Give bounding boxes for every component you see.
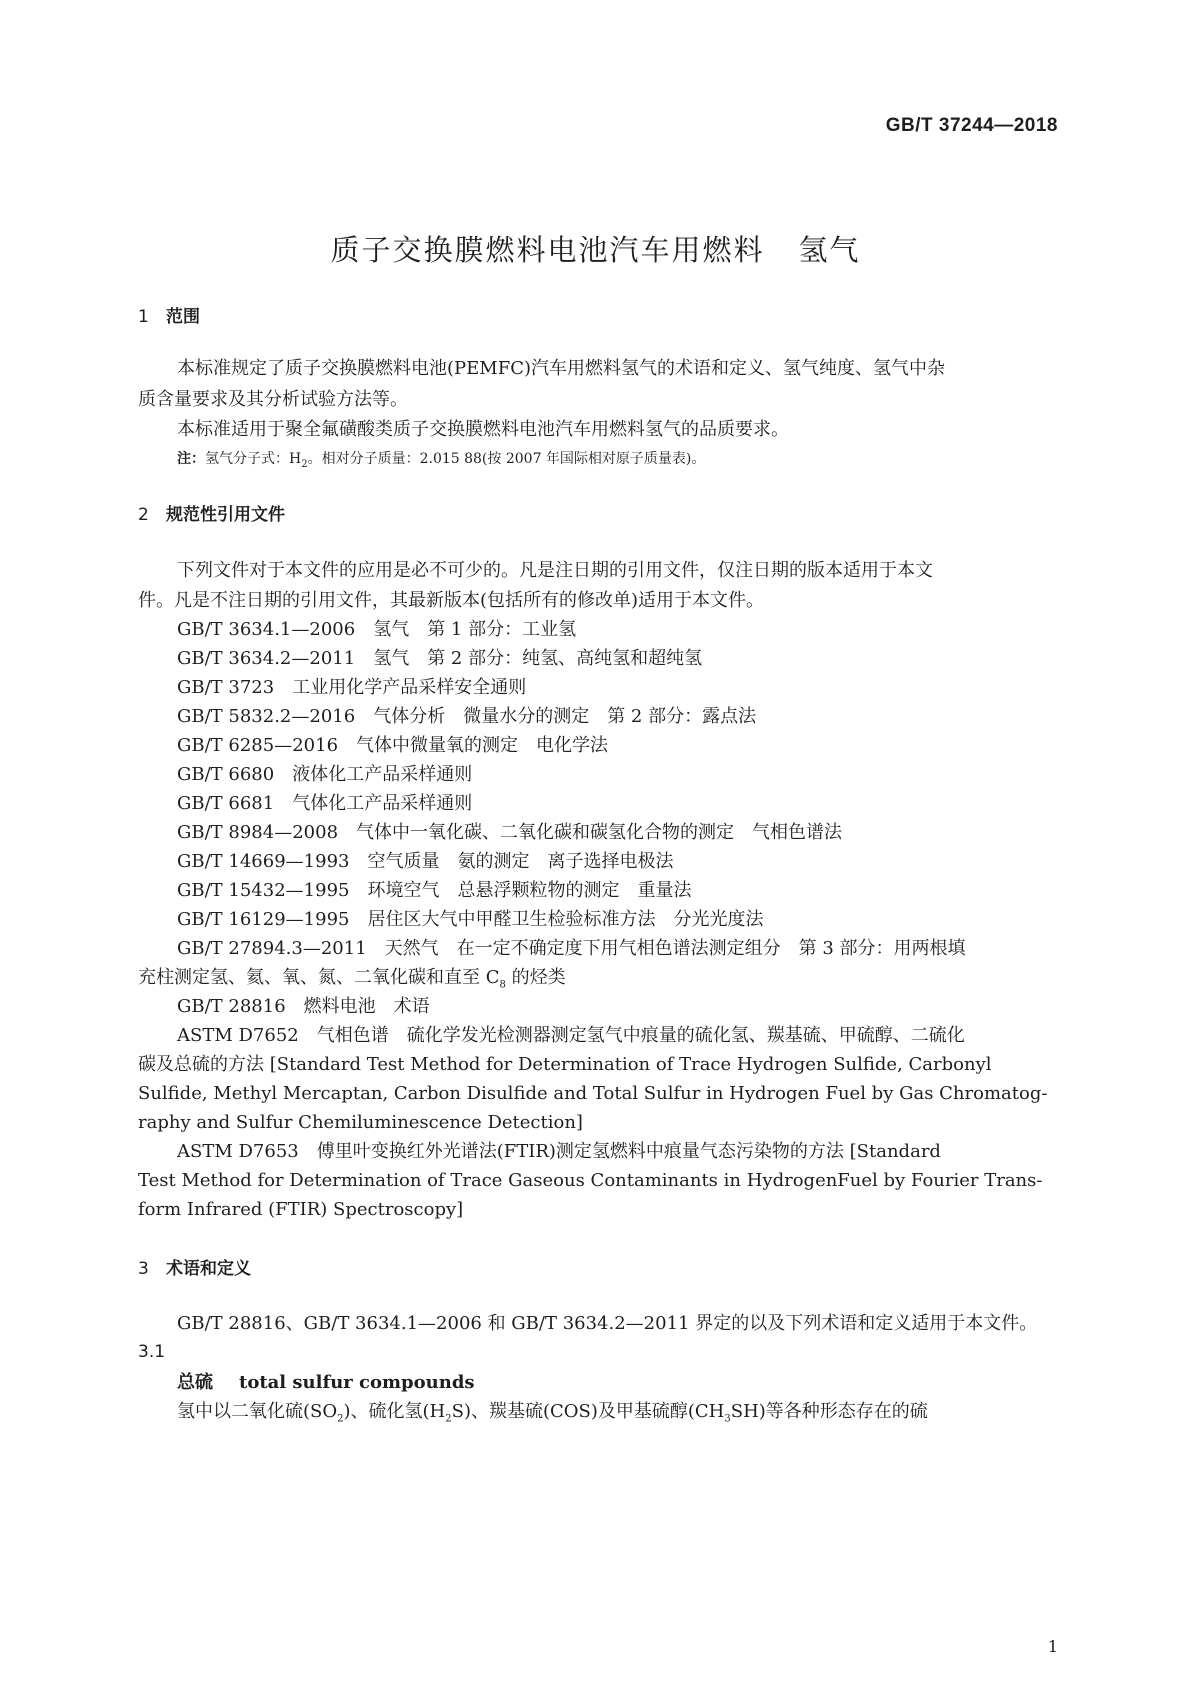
reference-item: GB/T 15432—1995 环境空气 总悬浮颗粒物的测定 重量法 <box>177 880 692 901</box>
text: 的烃类 <box>505 967 566 988</box>
clause-number: 3.1 <box>138 1342 166 1362</box>
page-number: 1 <box>1047 1637 1058 1656</box>
term-chinese: 总硫 <box>177 1372 213 1393</box>
text: 充柱测定氢、氦、氧、氮、二氧化碳和直至 C <box>138 967 500 988</box>
reference-item: ASTM D7653 傅里叶变换红外光谱法(FTIR)测定氢燃料中痕量气态污染物的方法 [Standard <box>177 1141 941 1162</box>
section-number: 3 <box>138 1259 149 1279</box>
reference-item-continued: raphy and Sulfur Chemiluminescence Detection] <box>138 1112 583 1133</box>
reference-item: GB/T 28816 燃料电池 术语 <box>177 996 430 1017</box>
paragraph-line: 件。凡是不注日期的引用文件，其最新版本(包括所有的修改单)适用于本文件。 <box>138 590 765 611</box>
note-text: 氢气分子式：H <box>205 451 302 467</box>
section-3-heading <box>138 1254 251 1279</box>
section-number: 2 <box>138 505 149 525</box>
title-main: 质子交换膜燃料电池汽车用燃料 <box>330 233 765 267</box>
paragraph-line: 下列文件对于本文件的应用是必不可少的。凡是注日期的引用文件，仅注日期的版本适用于本文 <box>177 560 933 581</box>
document-title <box>0 228 1191 269</box>
note-label: 注： <box>177 451 205 467</box>
subscript: 2 <box>301 458 308 470</box>
reference-item: ASTM D7652 气相色谱 硫化学发光检测器测定氢气中痕量的硫化氢、羰基硫、甲硫醇、二硫化 <box>177 1025 965 1046</box>
section-1-heading <box>138 302 200 327</box>
reference-item: GB/T 6680 液体化工产品采样通则 <box>177 764 473 785</box>
note <box>177 448 705 470</box>
text: SH)等各种形态存在的硫 <box>730 1401 928 1422</box>
reference-item-continued: Sulfide, Methyl Mercaptan, Carbon Disulfide and Total Sulfur in Hydrogen Fuel by Gas Chromatog- <box>138 1083 1048 1104</box>
paragraph-line: 本标准规定了质子交换膜燃料电池(PEMFC)汽车用燃料氢气的术语和定义、氢气纯度、氢气中杂 <box>177 358 945 379</box>
subscript: 3 <box>724 1413 731 1425</box>
subscript: 2 <box>445 1413 452 1425</box>
title-sub: 氢气 <box>798 233 861 267</box>
section-title: 规范性引用文件 <box>166 505 285 525</box>
reference-item-continued: 碳及总硫的方法 [Standard Test Method for Determination of Trace Hydrogen Sulfide, Carbonyl <box>138 1054 992 1075</box>
standard-code: GB/T 37244—2018 <box>885 115 1058 136</box>
reference-item: GB/T 3723 工业用化学产品采样安全通则 <box>177 677 527 698</box>
subscript: 8 <box>499 979 506 991</box>
paragraph-line: 质含量要求及其分析试验方法等。 <box>138 389 408 410</box>
paragraph-line: GB/T 28816、GB/T 3634.1—2006 和 GB/T 3634.2—2011 界定的以及下列术语和定义适用于本文件。 <box>177 1313 1038 1334</box>
reference-item: GB/T 5832.2—2016 气体分析 微量水分的测定 第 2 部分：露点法 <box>177 706 757 727</box>
reference-item: GB/T 3634.2—2011 氢气 第 2 部分：纯氢、高纯氢和超纯氢 <box>177 648 703 669</box>
reference-item: GB/T 16129—1995 居住区大气中甲醛卫生检验标准方法 分光光度法 <box>177 909 764 930</box>
text: 氢中以二氧化硫(SO <box>177 1401 338 1422</box>
section-title: 范围 <box>166 307 200 327</box>
reference-item-continued: Test Method for Determination of Trace Gaseous Contaminants in HydrogenFuel by Fourier Trans- <box>138 1170 1043 1191</box>
note-text: 。相对分子质量：2.015 88(按 2007 年国际相对原子质量表)。 <box>307 451 706 467</box>
section-2-heading <box>138 500 285 525</box>
term-english: total sulfur compounds <box>239 1372 475 1393</box>
text: S)、羰基硫(COS)及甲基硫醇(CH <box>451 1401 725 1422</box>
reference-item: GB/T 6681 气体化工产品采样通则 <box>177 793 473 814</box>
reference-item-continued: form Infrared (FTIR) Spectroscopy] <box>138 1199 464 1220</box>
paragraph-line: 本标准适用于聚全氟磺酸类质子交换膜燃料电池汽车用燃料氢气的品质要求。 <box>177 419 789 440</box>
reference-item: GB/T 14669—1993 空气质量 氨的测定 离子选择电极法 <box>177 851 674 872</box>
reference-item: GB/T 3634.1—2006 氢气 第 1 部分：工业氢 <box>177 619 577 640</box>
reference-item: GB/T 27894.3—2011 天然气 在一定不确定度下用气相色谱法测定组分 第 3 部分：用两根填 <box>177 938 966 959</box>
text: )、硫化氢(H <box>343 1401 446 1422</box>
definition-line <box>177 1396 1058 1435</box>
reference-item: GB/T 8984—2008 气体中一氧化碳、二氧化碳和碳氢化合物的测定 气相色谱法 <box>177 822 843 843</box>
reference-item: GB/T 6285—2016 气体中微量氧的测定 电化学法 <box>177 735 609 756</box>
section-title: 术语和定义 <box>166 1259 251 1279</box>
subscript: 2 <box>337 1413 344 1425</box>
section-number: 1 <box>138 307 149 327</box>
term-entry <box>177 1368 475 1394</box>
